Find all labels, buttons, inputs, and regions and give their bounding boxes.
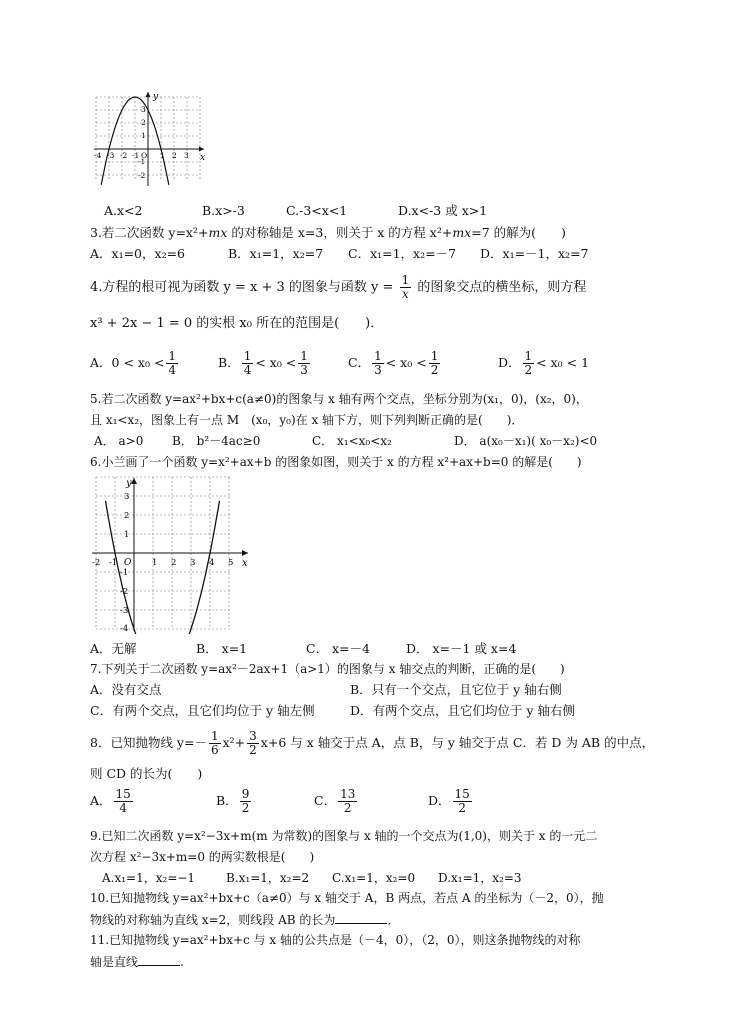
q6-ytick: -2 (120, 587, 129, 597)
q6-option-d: D． x=－1 或 x=4 (406, 641, 517, 656)
q3-option-c: C．x₁=1，x₂=－7 (348, 246, 457, 261)
q2-y-arrow (146, 92, 151, 97)
q6-xtick: 4 (209, 558, 215, 568)
q2-xtick: 3 (184, 151, 189, 160)
q11-line2 (90, 953, 184, 970)
q3-stem-part: 的对称轴是 x=3，则关于 x 的方程 x²+ (227, 225, 453, 240)
frac-num: 1 (374, 349, 382, 363)
q4-opt-frac (372, 350, 384, 377)
q4-opt-text: < x₀ < (255, 355, 297, 370)
q6-y-arrow (131, 478, 137, 484)
frac-den: 6 (210, 743, 219, 757)
q4-stem-part: 4.方程的根可视为函数 y = x + 3 的图象与函数 y = (90, 280, 394, 295)
q9-line1: 9.已知二次函数 y=x²−3x+m(m 为常数)的图象与 x 轴的一个交点为(1,0)，则关于 x 的一元二 (90, 829, 598, 843)
q5-option-d: D． a(x₀－x₁)( x₀－x₂)<0 (454, 434, 598, 448)
q9-line2: 次方程 x²−3x+m=0 的两实数根是( ) (90, 850, 315, 864)
q6-parabola-graph (88, 474, 254, 634)
frac-num: 1 (524, 349, 533, 363)
q4-frac-num: 1 (401, 273, 410, 287)
q3-stem (90, 225, 566, 241)
q4-opt-label: C． (348, 355, 371, 370)
q9-option-a: A.x₁=1，x₂=−1 (102, 871, 196, 885)
q10-line2 (90, 911, 399, 928)
q6-ytick: 1 (124, 530, 130, 540)
q7-option-d: D．有两个交点，且它们均位于 y 轴右侧 (350, 703, 576, 718)
q8-stem (90, 730, 654, 757)
frac-num: 1 (243, 349, 252, 363)
q5-option-a: A． a>0 (94, 434, 144, 448)
q2-option-c: C.-3<x<1 (286, 203, 348, 218)
q11-end: . (180, 955, 184, 969)
q5-line1: 5.若二次函数 y=ax²+bx+c(a≠0)的图象与 x 轴有两个交点，坐标分别为(x₁，0)，(x₂，0)， (90, 392, 588, 406)
q2-y-label: y (153, 92, 159, 102)
q2-parabola-graph (90, 88, 210, 188)
q6-ytick: 2 (124, 511, 130, 521)
q8-opt-frac (240, 788, 252, 815)
q6-xtick: 2 (171, 558, 177, 568)
q6-x-arrow (242, 550, 248, 556)
q6-ytick: -4 (120, 624, 129, 634)
q2-ytick: -2 (138, 171, 146, 180)
q3-stem-part: mx (208, 225, 228, 240)
frac-den: 2 (343, 801, 352, 815)
q4-line2: x³ + 2x − 1 = 0 的实根 x₀ 所在的范围是( )． (90, 316, 384, 331)
q2-ytick: 1 (141, 131, 146, 140)
frac-den: 3 (300, 363, 308, 377)
q6-ytick: -1 (120, 568, 129, 578)
q10-line1: 10.已知抛物线 y=ax²+bx+c（a≠0）与 x 轴交于 A，B 两点，若点 A 的坐标为（－2，0），抛 (90, 891, 604, 905)
q10-text: 物线的对称轴为直线 x=2，则线段 AB 的长为 (90, 913, 336, 927)
frac-num: 1 (210, 729, 219, 743)
q8-opt-frac (453, 788, 472, 815)
q8-opt-label: A． (90, 793, 112, 808)
q4-option-d (498, 350, 589, 377)
frac-num: 3 (249, 729, 257, 743)
q6-ytick: -3 (120, 606, 129, 616)
q4-opt-label: B． (218, 355, 240, 370)
q4-opt-frac (429, 350, 441, 377)
q8-option-d (428, 788, 474, 815)
q5-option-c: C． x₁<x₀<x₂ (312, 434, 392, 448)
q8-opt-label: C． (314, 793, 337, 808)
q2-option-a: A.x<2 (104, 203, 143, 218)
frac-den: 2 (249, 743, 257, 757)
frac-den: 4 (243, 363, 252, 377)
frac-den: 4 (168, 363, 177, 377)
q2-option-b: B.x>-3 (202, 203, 245, 218)
q8-line2: 则 CD 的长为( ) (90, 766, 203, 781)
q3-stem-part: 3.若二次函数 y=x²+ (90, 225, 209, 240)
q5-option-b: B． b²－4ac≥0 (172, 434, 261, 448)
frac-den: 2 (458, 801, 466, 815)
q8-stem-part: x+6 与 x 轴交于点 A，点 B，与 y 轴交于点 C．若 D 为 AB 的中点， (260, 735, 655, 750)
q8-opt-frac (114, 788, 133, 815)
q4-opt-text: < x₀ < 1 (536, 355, 590, 370)
q8-opt-label: B． (216, 793, 238, 808)
q2-xtick: O (141, 151, 148, 160)
q8-option-a (90, 788, 135, 815)
q4-fraction (400, 274, 412, 301)
q8-opt-label: D． (428, 793, 451, 808)
frac-num: 15 (454, 787, 470, 801)
q8-frac (209, 730, 221, 757)
q6-xtick: 1 (152, 558, 158, 568)
q4-frac-den: x (402, 287, 409, 301)
q8-option-b (216, 788, 253, 815)
q9-option-c: C.x₁=1，x₂=0 (332, 871, 416, 885)
q6-option-a: A．无解 (90, 641, 137, 656)
frac-den: 4 (119, 801, 127, 815)
q11-answer-blank[interactable] (138, 953, 180, 966)
q2-ytick: 3 (141, 105, 146, 114)
q2-ytick: 2 (141, 118, 146, 127)
q7-option-a: A．没有交点 (90, 682, 162, 697)
frac-den: 3 (374, 363, 382, 377)
q2-xtick: -2 (120, 151, 128, 160)
q3-stem-part: mx (452, 225, 472, 240)
q11-line1: 11.已知抛物线 y=ax²+bx+c 与 x 轴的公共点是（－4，0），（2，0），则这条抛物线的对称 (90, 933, 581, 947)
q2-xtick: 1 (160, 151, 165, 160)
q4-opt-frac (523, 350, 535, 377)
q6-option-c: C． x=－4 (306, 641, 371, 656)
q2-xtick: 2 (172, 151, 177, 160)
frac-num: 15 (115, 787, 131, 801)
q10-answer-blank[interactable] (335, 911, 387, 924)
q8-frac (247, 730, 259, 757)
q6-ytick: 3 (124, 492, 130, 502)
q4-opt-text: 0 < x₀ < (111, 355, 165, 370)
q2-xtick: -3 (107, 151, 115, 160)
frac-num: 13 (340, 787, 356, 801)
q4-opt-label: A． (90, 355, 112, 370)
q6-xtick: -1 (109, 558, 118, 568)
q4-opt-label: D． (498, 355, 521, 370)
frac-num: 1 (300, 349, 308, 363)
q7-option-b: B．只有一个交点，且它位于 y 轴右侧 (350, 682, 562, 697)
q7-option-c: C．有两个交点，且它们均位于 y 轴左侧 (90, 703, 315, 718)
frac-num: 9 (241, 787, 250, 801)
q8-option-c (314, 788, 359, 815)
q6-xtick: 5 (228, 558, 234, 568)
q9-option-b: B.x₁=1，x₂=2 (226, 871, 310, 885)
q6-xtick: 3 (190, 558, 196, 568)
q3-option-d: D．x₁=－1，x₂=7 (480, 246, 589, 261)
q11-text: 轴是直线 (90, 955, 139, 969)
q5-line2: 且 x₁<x₂，图象上有一点 M (x₀，y₀)在 x 轴下方，则下列判断正确的是( )． (90, 413, 524, 427)
q4-stem (90, 274, 586, 301)
q3-option-a: A．x₁=0，x₂=6 (90, 246, 186, 261)
q6-xtick: -2 (92, 558, 101, 568)
q2-ytick: -1 (138, 157, 146, 166)
q4-opt-text: < x₀ < (385, 355, 427, 370)
frac-num: 1 (430, 349, 439, 363)
q4-option-c (348, 350, 442, 377)
q8-stem-part: 8．已知抛物线 y=－ (90, 735, 207, 750)
q2-x-label: x (200, 153, 206, 163)
frac-den: 2 (430, 363, 439, 377)
frac-den: 2 (524, 363, 533, 377)
q6-origin-label: O (124, 558, 132, 568)
q6-option-b: B． x=1 (196, 641, 248, 656)
q3-option-b: B．x₁=1，x₂=7 (228, 246, 324, 261)
q3-stem-part: =7 的解为( ) (471, 225, 566, 240)
q8-stem-part: x²+ (222, 735, 246, 750)
q6-x-label: x (242, 558, 248, 569)
frac-den: 2 (241, 801, 250, 815)
q6-stem: 6.小兰画了一个函数 y=x²+ax+b 的图象如图，则关于 x 的方程 x²+ax+b=0 的解是( ) (90, 455, 582, 469)
q2-option-d: D.x<-3 或 x>1 (398, 203, 488, 218)
q4-option-a (90, 350, 180, 377)
q4-opt-frac (242, 350, 254, 377)
frac-num: 1 (168, 349, 177, 363)
q4-opt-frac (166, 350, 178, 377)
q4-stem-part: 的图象交点的横坐标，则方程 (417, 280, 587, 295)
q9-option-d: D.x₁=1，x₂=3 (438, 871, 522, 885)
q2-x-arrow (199, 147, 204, 152)
q7-stem: 7.下列关于二次函数 y=ax²－2ax+1（a>1）的图象与 x 轴交点的判断，正确的是( ) (90, 662, 565, 676)
q10-end: ． (387, 913, 400, 927)
q8-opt-frac (338, 788, 357, 815)
q2-xtick: -4 (94, 151, 102, 160)
q2-xtick: -1 (132, 151, 140, 160)
q4-option-b (218, 350, 312, 377)
q4-opt-frac (298, 350, 310, 377)
q6-y-label: y (126, 478, 132, 489)
